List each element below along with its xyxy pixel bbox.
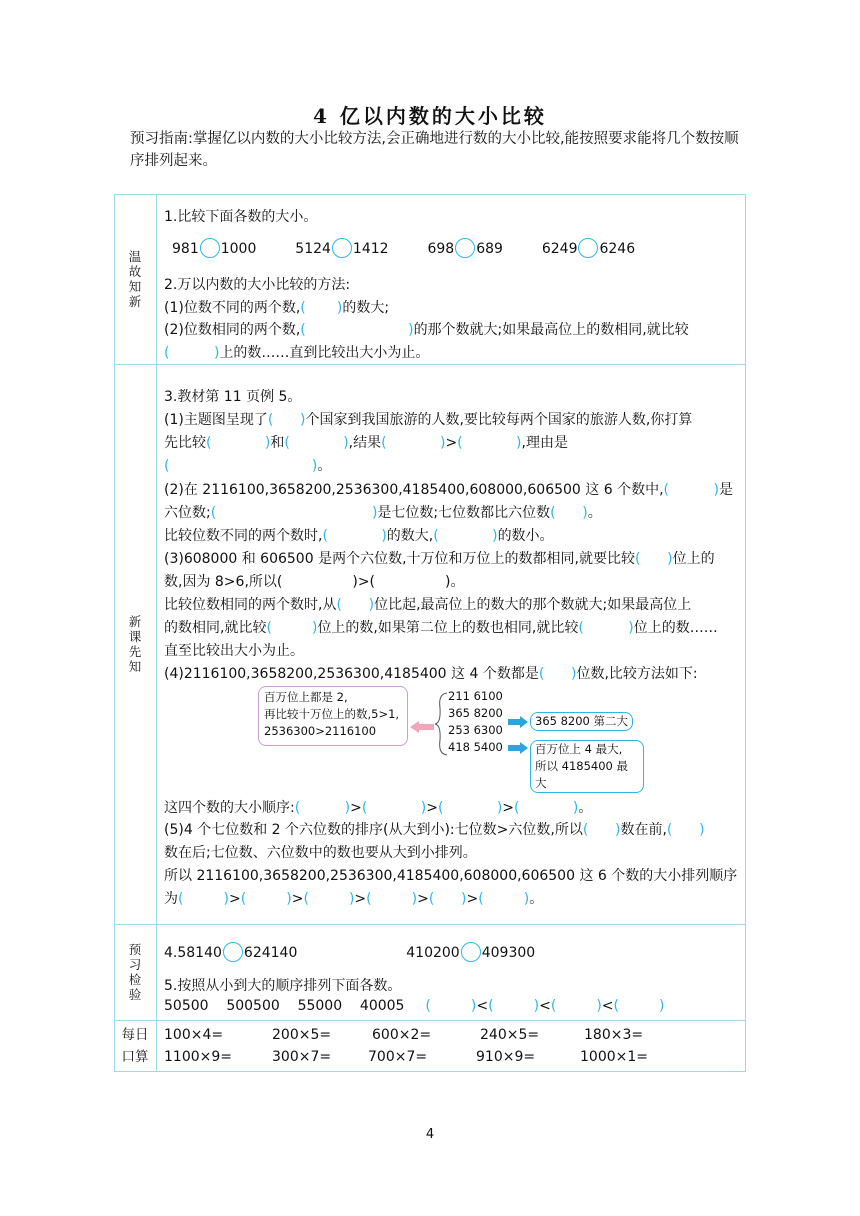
- answer-blank[interactable]: ( ): [322, 528, 387, 544]
- lesson-line: 数,因为 8>6,所以( )>( )。: [164, 574, 465, 590]
- section-label-review: 温故知新: [128, 249, 142, 309]
- answer-blank[interactable]: ( ): [425, 998, 477, 1014]
- lesson-line: 比较位数相同的两个数时,从( )位比起,最高位上的数大的那个数就大;如果最高位上: [164, 597, 692, 613]
- answer-blank[interactable]: ( ): [266, 620, 318, 636]
- lesson-line: (2)在 2116100,3658200,2536300,4185400,608000,606500 这 6 个数中,( )是: [164, 482, 733, 498]
- lesson-q3: 3.教材第 11 页例 5。: [164, 389, 302, 405]
- answer-blank[interactable]: ( ): [303, 891, 355, 907]
- lesson-line: 直至比较出大小为止。: [164, 643, 304, 659]
- check-q5-line: 50500 500500 55000 40005 ( )<( )<( )<( ): [164, 998, 665, 1014]
- compare-circle[interactable]: [461, 942, 481, 962]
- answer-blank[interactable]: ( ): [267, 412, 306, 428]
- page-number: 4: [425, 1127, 435, 1142]
- answer-blank[interactable]: ( ): [240, 891, 292, 907]
- section-label-new: 新课先知: [128, 614, 142, 674]
- review-q2-3: ( )上的数……直到比较出大小为止。: [164, 345, 430, 361]
- row-divider: [114, 1020, 746, 1021]
- diagram-numbers: 211 6100 365 8200 253 6300 418 5400: [448, 689, 503, 754]
- review-q2-1: (1)位数不同的两个数,( )的数大;: [164, 300, 390, 316]
- answer-blank[interactable]: ( ): [164, 345, 220, 361]
- brace-icon: [434, 692, 448, 756]
- compare-circle[interactable]: [223, 942, 243, 962]
- answer-blank[interactable]: ( ): [582, 822, 621, 838]
- compare-circle[interactable]: [578, 238, 598, 258]
- check-q5: 5.按照从小到大的顺序排列下面各数。: [164, 978, 402, 994]
- answer-blank[interactable]: ( ): [666, 822, 705, 838]
- row-divider: [114, 364, 746, 365]
- arrow-right-icon: [508, 716, 528, 728]
- diagram-note-left: 百万位上都是 2, 再比较十万位上的数,5>1, 2536300>2116100: [258, 686, 408, 746]
- diagram-note-second: 365 8200 第二大: [530, 712, 633, 731]
- answer-blank[interactable]: ( ): [164, 458, 318, 474]
- answer-blank[interactable]: ( ): [300, 322, 414, 338]
- lesson-line: 数在后;七位数、六位数中的数也要从大到小排列。: [164, 845, 477, 861]
- lesson-line: 六位数;( )是七位数;七位数都比六位数( )。: [164, 505, 602, 521]
- row-divider: [114, 924, 746, 925]
- section-label-daily: 每日口算: [121, 1027, 149, 1065]
- answer-blank[interactable]: ( ): [284, 435, 349, 451]
- answer-blank[interactable]: ( ): [514, 800, 579, 816]
- daily-row-1: 100×4= 200×5= 600×2= 240×5= 180×3=: [164, 1027, 644, 1043]
- preview-guide: 预习指南:掌握亿以内数的大小比较方法,会正确地进行数的大小比较,能按照要求能将几个数按顺序排列起来。: [130, 131, 739, 169]
- lesson-line: 先比较( )和( ),结果( )>( ),理由是: [164, 435, 568, 451]
- lesson-line: 这四个数的大小顺序:( )>( )>( )>( )。: [164, 800, 593, 816]
- lesson-line: (4)2116100,3658200,2536300,4185400 这 4 个数都是( )位数,比较方法如下:: [164, 666, 698, 682]
- answer-blank[interactable]: ( ): [437, 800, 503, 816]
- lesson-line: 所以 2116100,3658200,2536300,4185400,608000,606500 这 6 个数的大小排列顺序: [164, 868, 738, 884]
- answer-blank[interactable]: ( ): [578, 620, 634, 636]
- lesson-line: 为( )>( )>( )>( )>( )>( )。: [164, 891, 544, 907]
- answer-blank[interactable]: ( ): [538, 666, 577, 682]
- lesson-line: 比较位数不同的两个数时,( )的数大,( )的数小。: [164, 528, 554, 544]
- answer-blank[interactable]: ( ): [663, 482, 719, 498]
- compare-circle[interactable]: [200, 238, 220, 258]
- check-q4: 4.58140 624140 410200 409300: [164, 942, 535, 962]
- answer-blank[interactable]: ( ): [210, 505, 378, 521]
- answer-blank[interactable]: ( ): [433, 528, 498, 544]
- lesson-line: (5)4 个七位数和 2 个六位数的排序(从大到小):七位数>六位数,所以( )数在前,( ): [164, 822, 705, 838]
- diagram-note-largest: 百万位上 4 最大, 所以 4185400 最大: [530, 740, 644, 793]
- answer-blank[interactable]: ( ): [294, 800, 351, 816]
- answer-blank[interactable]: ( ): [336, 597, 375, 613]
- answer-blank[interactable]: ( ): [550, 998, 602, 1014]
- answer-blank[interactable]: ( ): [366, 891, 418, 907]
- lesson-line: 的数相同,就比较( )位上的数,如果第二位上的数也相同,就比较( )位上的数……: [164, 620, 718, 636]
- comparison-diagram: [258, 686, 644, 790]
- arrow-right-icon: [508, 742, 528, 754]
- column-divider: [156, 194, 157, 1072]
- answer-blank[interactable]: ( ): [634, 551, 673, 567]
- answer-blank[interactable]: ( ): [361, 800, 427, 816]
- lesson-line: ( )。: [164, 458, 332, 474]
- answer-blank[interactable]: ( ): [488, 998, 540, 1014]
- compare-row: 981 1000 5124 1412 698 689 6249 6246: [172, 238, 635, 258]
- daily-row-2: 1100×9= 300×7= 700×7= 910×9= 1000×1=: [164, 1049, 648, 1065]
- review-q1: 1.比较下面各数的大小。: [164, 209, 318, 225]
- compare-circle[interactable]: [455, 238, 475, 258]
- compare-circle[interactable]: [332, 238, 352, 258]
- answer-blank[interactable]: ( ): [613, 998, 665, 1014]
- review-q2: 2.万以内数的大小比较的方法:: [164, 277, 351, 293]
- answer-blank[interactable]: ( ): [381, 435, 446, 451]
- review-q2-2: (2)位数相同的两个数,( )的那个数就大;如果最高位上的数相同,就比较: [164, 322, 689, 338]
- answer-blank[interactable]: ( ): [428, 891, 467, 907]
- lesson-line: (3)608000 和 606500 是两个六位数,十万位和万位上的数都相同,就要比较( )位上的: [164, 551, 715, 567]
- answer-blank[interactable]: ( ): [300, 300, 343, 316]
- section-label-check: 预习检验: [128, 942, 142, 1002]
- answer-blank[interactable]: ( ): [457, 435, 522, 451]
- arrow-left-icon: [410, 720, 434, 734]
- answer-blank[interactable]: ( ): [478, 891, 530, 907]
- answer-blank[interactable]: ( ): [550, 505, 588, 521]
- answer-blank[interactable]: ( ): [178, 891, 229, 907]
- lesson-line: (1)主题图呈现了( )个国家到我国旅游的人数,要比较每两个国家的旅游人数,你打算: [164, 412, 693, 428]
- answer-blank[interactable]: ( ): [206, 435, 271, 451]
- page-title: 4 亿以内数的大小比较: [313, 104, 547, 128]
